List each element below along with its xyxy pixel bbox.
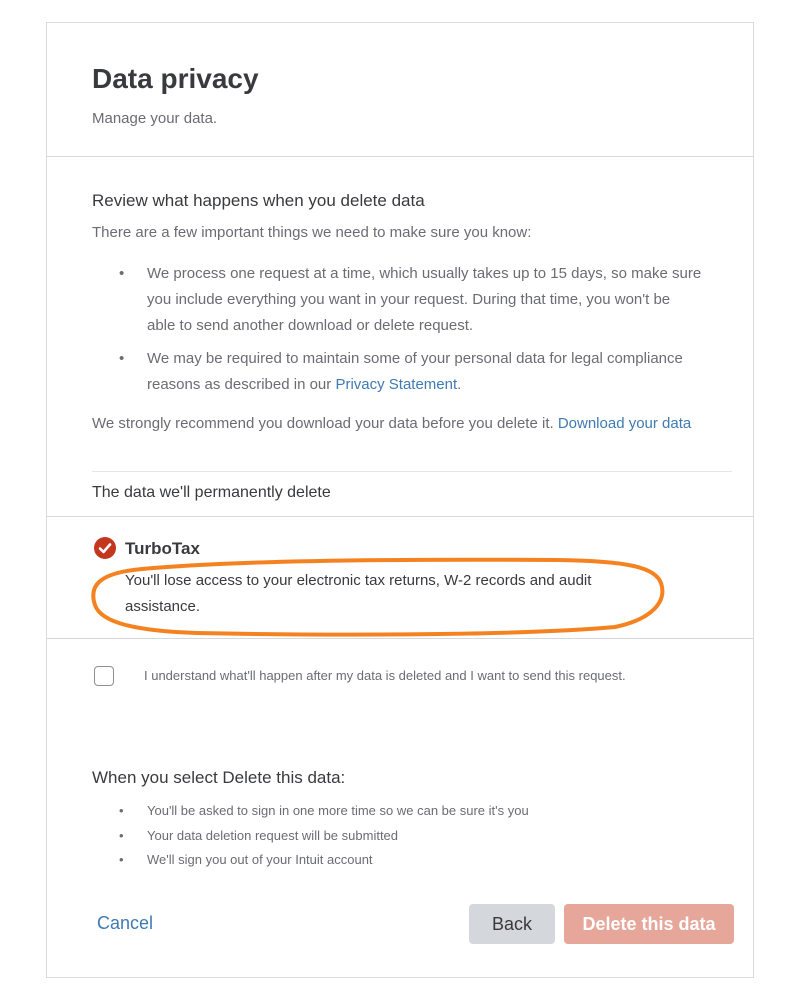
review-bullet-list <box>92 261 702 405</box>
product-divider <box>47 638 753 639</box>
download-your-data-link[interactable]: Download your data <box>557 415 692 432</box>
delete-section-heading: The data we'll permanently delete <box>92 484 331 501</box>
after-select-item: • You'll be asked to sign in one more time so we can be sure it's you <box>119 803 529 818</box>
review-bullet-2: • We may be required to maintain some of your personal data for legal compliance reasons as described in our Privacy Statement. <box>119 350 683 393</box>
review-heading: Review what happens when you delete data <box>92 191 425 210</box>
product-name: TurboTax <box>125 539 200 558</box>
product-description: You'll lose access to your electronic tax returns, W-2 records and audit assistance. <box>125 572 592 615</box>
delete-data-button[interactable]: Delete this data <box>564 904 734 944</box>
cancel-button[interactable]: Cancel <box>97 913 154 933</box>
review-bullet-1-text: We process one request at a time, which usually takes up to 15 days, so make sure you include everything you want in your request. During that time, you won't be able to send another download or delete request. <box>147 265 702 334</box>
data-privacy-card <box>46 22 754 978</box>
consent-label: I understand what'll happen after my data is deleted and I want to send this request. <box>144 668 626 683</box>
back-button[interactable]: Back <box>469 904 555 944</box>
after-select-item: • We'll sign you out of your Intuit account <box>119 852 373 867</box>
orange-annotation-circle <box>87 557 672 639</box>
download-recommendation: We strongly recommend you download your data before you delete it. Download your data <box>92 415 692 432</box>
review-bullet-2-text: We may be required to maintain some of your personal data for legal compliance reasons as described in our <box>147 350 683 393</box>
delete-heading-divider <box>47 516 753 517</box>
page-subtitle: Manage your data. <box>92 110 218 127</box>
checkmark-circle-icon <box>94 537 116 559</box>
after-select-list <box>92 803 529 877</box>
privacy-statement-link[interactable]: Privacy Statement <box>335 376 458 393</box>
recommend-divider <box>92 471 732 472</box>
header-divider <box>47 156 753 157</box>
review-bullet-1: • We process one request at a time, which usually takes up to 15 days, so make sure you include everything you want in your request. During that time, you won't be able to send another download or delete request. <box>119 265 702 334</box>
page-title: Data privacy <box>92 63 259 94</box>
consent-checkbox[interactable] <box>94 666 114 686</box>
after-select-item: • Your data deletion request will be submitted <box>119 827 399 843</box>
review-intro: There are a few important things we need to make sure you know: <box>92 224 532 241</box>
after-select-heading: When you select Delete this data: <box>92 768 346 787</box>
